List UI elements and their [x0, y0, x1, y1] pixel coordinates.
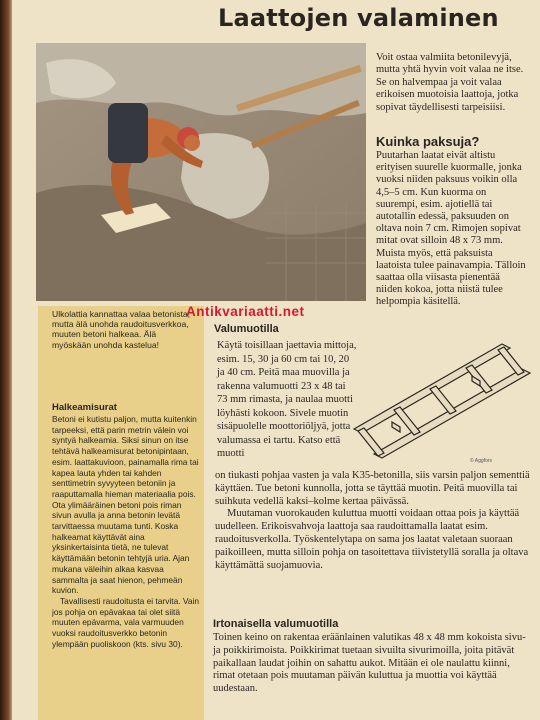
sidebar-heading: Halkeamisurat — [52, 402, 117, 413]
photo-caption: Ulkolattia kannattaa valaa betonista, mutta älä unohda raudoitusverkkoa, muuten betoni halkeaa. Älä myöskään unohda kastelua! — [52, 309, 191, 350]
sidebar-paragraph: Betoni ei kutistu paljon, mutta kuitenkin tarpeeksi, että parin metrin välein voi syntyä halkeamia. Siksi sinun on itse tehtävä halkeamisurat betonipintaan, esim. laattakuvioon, painamalla rima tai kapea lauta yhden tai kahden senttimetrin syvyyteen betoniin ja raaputtamalla hieman materiaalia pois. Ota ylimääräinen betoni pois riman sivun avulla ja anna betonin levätä tarvittaessa muutama tunti. Koska halkeamat käyttävät aina yksinkertaisinta tietä, ne tulevat käyttämään betonin tehtyjä uria. Ajan mukana väleihin alkaa kasvaa sammalta ja saat hienon, pehmeän kuvion. — [52, 414, 199, 596]
kuinka-text: Puutarhan laatat eivät altistu erityisen suurelle kuormalle, jonka vuoksi niiden paksuus voikin olla 4,5–5 cm. Kun kuorma on suurempi, esim. ajotiellä tai autotallin edessä, paksuuden on oltava noin 7 cm. Rimojen sopivat mitat ovat silloin 48 x 73 mm. Muista myös, että paksuista laatoista tulee painavampia. Tälloin saattaa olla viisasta pienentää niiden kokoa, jotta niistä tulee helpompia käsitellä. — [376, 150, 526, 308]
page-title: Laattojen valaminen — [218, 4, 499, 32]
watermark-text: Antikvariaatti.net — [186, 304, 305, 319]
sidebar-text — [52, 414, 200, 649]
irtonaisella-heading: Irtonaisella valumuotilla — [213, 618, 339, 630]
intro-text: Voit ostaa valmiita betonilevyjä, mutta yhtä hyvin voit valaa ne itse. Se on halvempaa ja voit valaa erikoisen muotoisia laattoja, jotka sopivat täydellisesti tarpeisiisi. — [376, 52, 524, 113]
irtonaisella-text: Toinen keino on rakentaa eräänlainen valutikas 48 x 48 mm kokoista sivu- ja poikkirimoista. Poikkirimat tuetaan sivuilta sivurimoilla, joita pitävät paikallaan laudat joihin on sahattu aukot. Mitään ei ole naulattu kiinni, rimat otetaan pois muutaman päivän kuluttua ja muottia voi käyttää uudestaan. — [213, 632, 526, 695]
valumuotilla-text: Käytä toisillaan jaettavia mittoja, esim. 15, 30 ja 60 cm tai 10, 20 ja 40 cm. Peitä maa muovilla ja rakenna valumuotti 23 x 48 tai 73 mm rimasta, ja naulaa muotti löyhästi kokoon. Sivele muotin sisäpuolelle moottoriöljyä, jotta valumassa ei tartu. Katso että muotti — [217, 340, 357, 459]
photo-worker-image — [36, 43, 366, 301]
valumuotilla-heading: Valumuotilla — [214, 323, 279, 335]
main-text — [215, 470, 531, 572]
main-paragraph: Muutaman vuorokauden kuluttua muotti voidaan ottaa pois ja käyttää uudelleen. Erikoisvahvoja laattoja saa raudoittamalla laatat esim. raudoitusverkolla. Työskentelytapa on sama jos laatat valetaan suoraan paikoilleen, mutta silloin pohja on tasoitettava tiivistetyllä soralla ja oltava käyttämättä suojamuovia. — [215, 508, 529, 571]
ladder-mold-illustration — [352, 334, 532, 469]
illus-credit: © Aggfors — [470, 458, 493, 464]
main-paragraph: on tiukasti pohjaa vasten ja vala K35-betonilla, siis varsin paljon sementtiä käyttäen. Tue betoni kunnolla, jotta se täyttää muotin. Peitä muovilla tai suihkuta vedellä kaksi–kolme kertaa päivässä. — [215, 470, 530, 507]
sidebar-paragraph: Tavallisesti raudoitusta ei tarvita. Vain jos pohja on epävakaa tai olet siitä muuten epävarma, vala varmuuden vuoksi raudoitusverkko betonin ylempään puoliskoon (kts. sivu 30). — [52, 595, 200, 649]
kuinka-heading: Kuinka paksuja? — [376, 134, 480, 149]
